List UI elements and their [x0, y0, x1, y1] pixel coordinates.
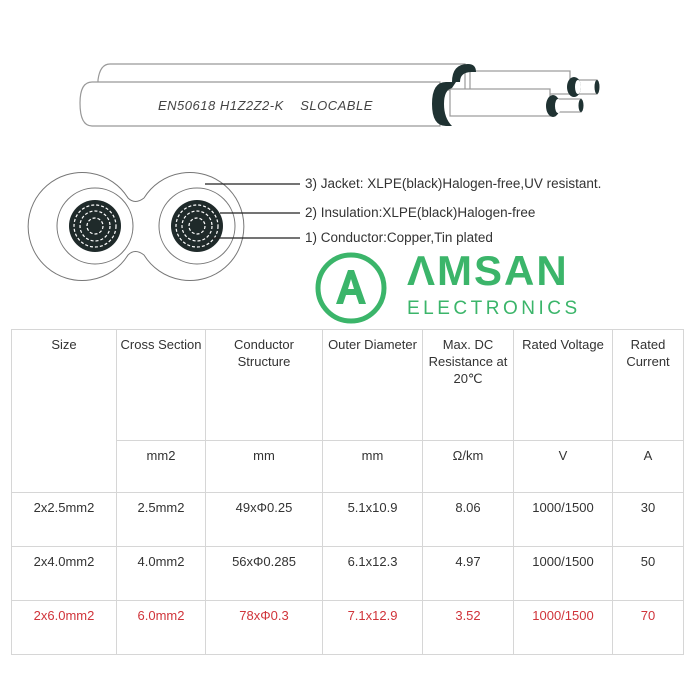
unit-cell: mm: [323, 441, 423, 493]
header-rated-voltage: Rated Voltage: [514, 330, 613, 441]
unit-cell: Ω/km: [423, 441, 514, 493]
table-cell: 49xΦ0.25: [206, 493, 323, 547]
layer-number: 3): [305, 176, 318, 191]
cable-cross-section-diagram: [0, 165, 320, 290]
header-max-dc-resistance: Max. DC Resistance at 20℃: [423, 330, 514, 441]
layer-description: Jacket: XLPE(black)Halogen-free,UV resistant.: [320, 176, 602, 191]
table-cell: 2x4.0mm2: [12, 547, 117, 601]
table-header-row: [12, 330, 684, 441]
table-cell: 6.1x12.3: [323, 547, 423, 601]
table-cell: 56xΦ0.285: [206, 547, 323, 601]
layer-label-conductor: [305, 230, 493, 245]
table-cell: 2.5mm2: [117, 493, 206, 547]
header-conductor-structure: Conductor Structure: [206, 330, 323, 441]
header-size: Size: [12, 330, 117, 493]
table-cell: 6.0mm2: [117, 601, 206, 655]
layer-label-insulation: [305, 205, 535, 220]
table-cell: 70: [613, 601, 684, 655]
table-cell: 30: [613, 493, 684, 547]
table-cell: 2x6.0mm2: [12, 601, 117, 655]
header-outer-diameter: Outer Diameter: [323, 330, 423, 441]
layer-description: Insulation:XLPE(black)Halogen-free: [320, 205, 536, 220]
logo-subtitle: ELECTRONICS: [407, 298, 581, 319]
cable-print-text: EN50618 H1Z2Z2-K SLOCABLE: [158, 98, 373, 113]
logo-circle-a-icon: [313, 250, 389, 326]
spec-table: [11, 329, 684, 655]
table-row: [12, 493, 684, 547]
unit-cell: A: [613, 441, 684, 493]
table-cell: 7.1x12.9: [323, 601, 423, 655]
layer-description: Conductor:Copper,Tin plated: [320, 230, 493, 245]
table-cell: 1000/1500: [514, 493, 613, 547]
table-cell: 1000/1500: [514, 547, 613, 601]
table-cell: 8.06: [423, 493, 514, 547]
table-row-highlighted: [12, 601, 684, 655]
layer-number: 2): [305, 205, 318, 220]
header-rated-current: Rated Current: [613, 330, 684, 441]
table-cell: 3.52: [423, 601, 514, 655]
table-cell: 50: [613, 547, 684, 601]
unit-cell: mm2: [117, 441, 206, 493]
unit-cell: V: [514, 441, 613, 493]
layer-label-jacket: [305, 176, 601, 191]
table-cell: 78xΦ0.3: [206, 601, 323, 655]
table-cell: 5.1x10.9: [323, 493, 423, 547]
unit-cell: mm: [206, 441, 323, 493]
header-cross-section: Cross Section: [117, 330, 206, 441]
table-cell: 2x2.5mm2: [12, 493, 117, 547]
table-row: [12, 547, 684, 601]
table-cell: 4.97: [423, 547, 514, 601]
layer-number: 1): [305, 230, 318, 245]
logo-brand-name: ΛMSAN: [407, 247, 569, 294]
table-cell: 4.0mm2: [117, 547, 206, 601]
cable-side-illustration: [0, 0, 700, 170]
table-cell: 1000/1500: [514, 601, 613, 655]
